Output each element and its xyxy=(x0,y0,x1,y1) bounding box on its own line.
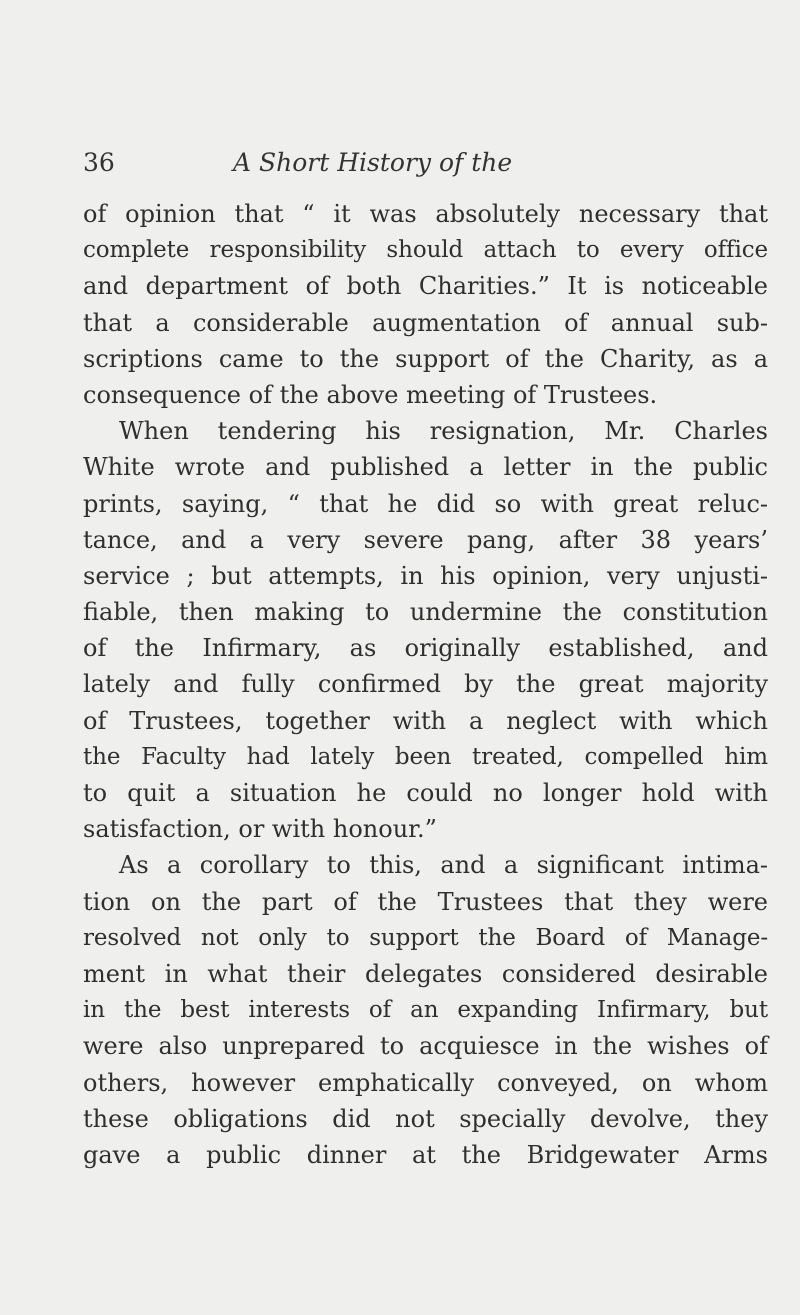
text-line: the Faculty had lately been treated, compelled him xyxy=(83,743,768,770)
text-line: were also unprepared to acquiesce in the wishes of xyxy=(83,1032,768,1061)
text-line: fiable, then making to undermine the constitution xyxy=(83,598,768,627)
text-line: and department of both Charities.” It is noticeable xyxy=(83,272,768,301)
text-line: gave a public dinner at the Bridgewater Arms xyxy=(83,1140,768,1169)
text-line: tance, and a very severe pang, after 38 years’ xyxy=(83,525,768,554)
paragraph-start-line: As a corollary to this, and a significant intima- xyxy=(119,851,768,880)
running-title: A Short History of the xyxy=(233,148,513,177)
text-line: of Trustees, together with a neglect with which xyxy=(83,706,768,735)
text-line: prints, saying, “ that he did so with great reluc- xyxy=(83,489,768,518)
text-line: others, however emphatically conveyed, on whom xyxy=(83,1068,768,1097)
page-number: 36 xyxy=(83,148,115,177)
text-line: White wrote and published a letter in the public xyxy=(83,453,768,482)
text-line: ment in what their delegates considered desirable xyxy=(83,959,768,988)
text-line: to quit a situation he could no longer hold with xyxy=(83,779,768,807)
text-line: that a considerable augmentation of annual sub- xyxy=(83,308,768,337)
text-line: complete responsibility should attach to every office xyxy=(83,237,768,264)
body-text xyxy=(83,196,768,1173)
text-line: consequence of the above meeting of Trustees. xyxy=(83,380,658,409)
text-line: resolved not only to support the Board of Manage- xyxy=(83,924,768,951)
text-line: these obligations did not specially devolve, they xyxy=(83,1104,768,1133)
paragraph-start-line: When tendering his resignation, Mr. Charles xyxy=(119,417,768,446)
text-line: tion on the part of the Trustees that they were xyxy=(83,887,768,916)
page-header xyxy=(83,146,763,180)
text-line: satisfaction, or with honour.” xyxy=(83,815,437,844)
text-line: of opinion that “ it was absolutely necessary that xyxy=(83,200,768,228)
text-line: service ; but attempts, in his opinion, very unjusti- xyxy=(83,561,768,590)
text-line: of the Infirmary, as originally established, and xyxy=(83,634,768,663)
text-line: scriptions came to the support of the Charity, as a xyxy=(83,344,768,373)
text-line: lately and fully confirmed by the great majority xyxy=(83,670,768,699)
text-line: in the best interests of an expanding Infirmary, but xyxy=(83,997,768,1024)
